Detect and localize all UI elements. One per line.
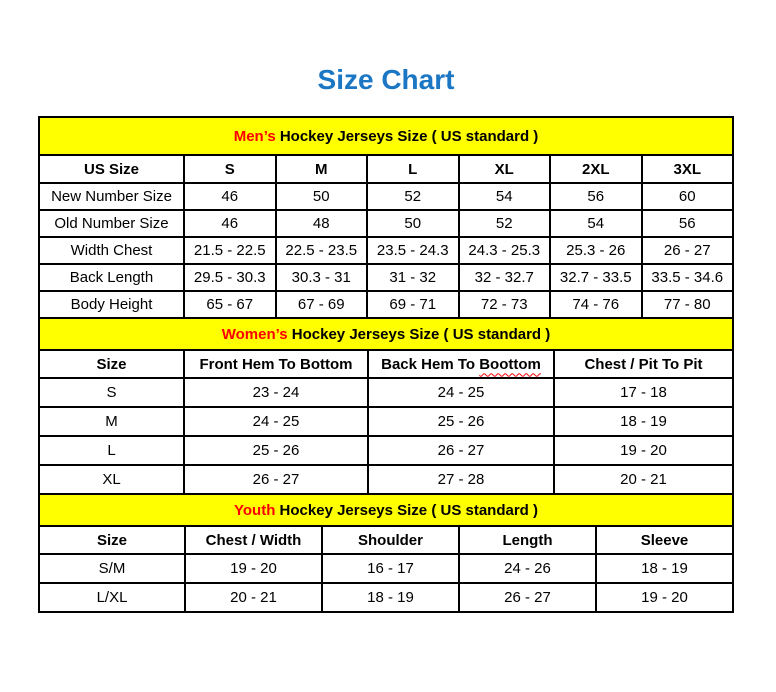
- womens-banner-row: [39, 318, 733, 350]
- column-header: US Size: [39, 155, 184, 183]
- table-row: [39, 264, 733, 291]
- table-cell: 26 - 27: [459, 583, 596, 612]
- column-header: Size: [39, 526, 185, 554]
- table-cell: 20 - 21: [554, 465, 733, 494]
- table-cell: 50: [276, 183, 368, 210]
- table-cell: 60: [642, 183, 734, 210]
- table-cell: 32 - 32.7: [459, 264, 551, 291]
- row-label: Width Chest: [39, 237, 184, 264]
- table-cell: 56: [642, 210, 734, 237]
- table-cell: 52: [367, 183, 459, 210]
- table-cell: 27 - 28: [368, 465, 554, 494]
- table-cell: 20 - 21: [185, 583, 322, 612]
- table-row: [39, 436, 733, 465]
- column-header-misspelled: [368, 350, 554, 378]
- row-label: M: [39, 407, 184, 436]
- youth-banner: [39, 494, 733, 526]
- table-row: [39, 583, 733, 612]
- table-cell: 33.5 - 34.6: [642, 264, 734, 291]
- table-cell: 56: [550, 183, 642, 210]
- row-label: XL: [39, 465, 184, 494]
- table-cell: 52: [459, 210, 551, 237]
- table-cell: 25.3 - 26: [550, 237, 642, 264]
- table-cell: 17 - 18: [554, 378, 733, 407]
- youth-size-table: [38, 493, 734, 613]
- column-header: M: [276, 155, 368, 183]
- table-row: [39, 554, 733, 583]
- table-row: [39, 407, 733, 436]
- table-cell: 77 - 80: [642, 291, 734, 318]
- table-row: [39, 378, 733, 407]
- table-cell: 29.5 - 30.3: [184, 264, 276, 291]
- table-row: [39, 291, 733, 318]
- womens-banner-text: Hockey Jerseys Size ( US standard ): [291, 325, 551, 343]
- table-row: [39, 210, 733, 237]
- table-cell: 32.7 - 33.5: [550, 264, 642, 291]
- mens-banner-text: Hockey Jerseys Size ( US standard ): [279, 127, 539, 145]
- table-cell: 19 - 20: [185, 554, 322, 583]
- header-text-prefix: Back Hem To: [381, 355, 476, 373]
- table-cell: 46: [184, 210, 276, 237]
- mens-header-row: [39, 155, 733, 183]
- mens-banner-highlight: Men’s: [233, 127, 276, 145]
- womens-banner: [39, 318, 733, 350]
- row-label: S/M: [39, 554, 185, 583]
- column-header: Shoulder: [322, 526, 459, 554]
- youth-header-row: [39, 526, 733, 554]
- mens-banner: [39, 117, 733, 155]
- table-cell: 48: [276, 210, 368, 237]
- table-cell: 30.3 - 31: [276, 264, 368, 291]
- table-cell: 19 - 20: [596, 583, 733, 612]
- table-cell: 25 - 26: [368, 407, 554, 436]
- womens-size-table: [38, 317, 734, 495]
- column-header: Chest / Pit To Pit: [554, 350, 733, 378]
- table-cell: 26 - 27: [642, 237, 734, 264]
- column-header: 2XL: [550, 155, 642, 183]
- table-cell: 23.5 - 24.3: [367, 237, 459, 264]
- table-cell: 21.5 - 22.5: [184, 237, 276, 264]
- row-label: L: [39, 436, 184, 465]
- column-header: S: [184, 155, 276, 183]
- column-header: XL: [459, 155, 551, 183]
- table-cell: 69 - 71: [367, 291, 459, 318]
- column-header: Chest / Width: [185, 526, 322, 554]
- table-row: [39, 465, 733, 494]
- table-row: [39, 237, 733, 264]
- row-label: S: [39, 378, 184, 407]
- table-cell: 25 - 26: [184, 436, 368, 465]
- column-header: 3XL: [642, 155, 734, 183]
- table-cell: 16 - 17: [322, 554, 459, 583]
- table-cell: 54: [550, 210, 642, 237]
- table-cell: 26 - 27: [368, 436, 554, 465]
- column-header: L: [367, 155, 459, 183]
- column-header: Sleeve: [596, 526, 733, 554]
- table-cell: 22.5 - 23.5: [276, 237, 368, 264]
- row-label: Back Length: [39, 264, 184, 291]
- column-header: Front Hem To Bottom: [184, 350, 368, 378]
- table-cell: 31 - 32: [367, 264, 459, 291]
- row-label: New Number Size: [39, 183, 184, 210]
- row-label: Old Number Size: [39, 210, 184, 237]
- table-cell: 26 - 27: [184, 465, 368, 494]
- table-cell: 46: [184, 183, 276, 210]
- mens-size-table: [38, 116, 734, 319]
- table-cell: 67 - 69: [276, 291, 368, 318]
- womens-header-row: [39, 350, 733, 378]
- table-cell: 18 - 19: [554, 407, 733, 436]
- table-row: [39, 183, 733, 210]
- mens-banner-row: [39, 117, 733, 155]
- table-cell: 65 - 67: [184, 291, 276, 318]
- table-cell: 24 - 25: [184, 407, 368, 436]
- youth-banner-highlight: Youth: [234, 501, 276, 519]
- table-cell: 18 - 19: [596, 554, 733, 583]
- table-cell: 72 - 73: [459, 291, 551, 318]
- youth-banner-text: Hockey Jerseys Size ( US standard ): [279, 501, 538, 519]
- table-cell: 23 - 24: [184, 378, 368, 407]
- table-cell: 24 - 25: [368, 378, 554, 407]
- youth-banner-row: [39, 494, 733, 526]
- page-title: Size Chart: [317, 64, 455, 95]
- row-label: L/XL: [39, 583, 185, 612]
- table-cell: 24.3 - 25.3: [459, 237, 551, 264]
- table-cell: 19 - 20: [554, 436, 733, 465]
- column-header: Size: [39, 350, 184, 378]
- table-cell: 74 - 76: [550, 291, 642, 318]
- table-cell: 24 - 26: [459, 554, 596, 583]
- table-cell: 50: [367, 210, 459, 237]
- row-label: Body Height: [39, 291, 184, 318]
- document-body: [38, 0, 734, 613]
- spellcheck-underlined-word: Boottom: [479, 355, 541, 373]
- womens-banner-highlight: Women’s: [221, 325, 288, 343]
- table-cell: 54: [459, 183, 551, 210]
- table-cell: 18 - 19: [322, 583, 459, 612]
- column-header: Length: [459, 526, 596, 554]
